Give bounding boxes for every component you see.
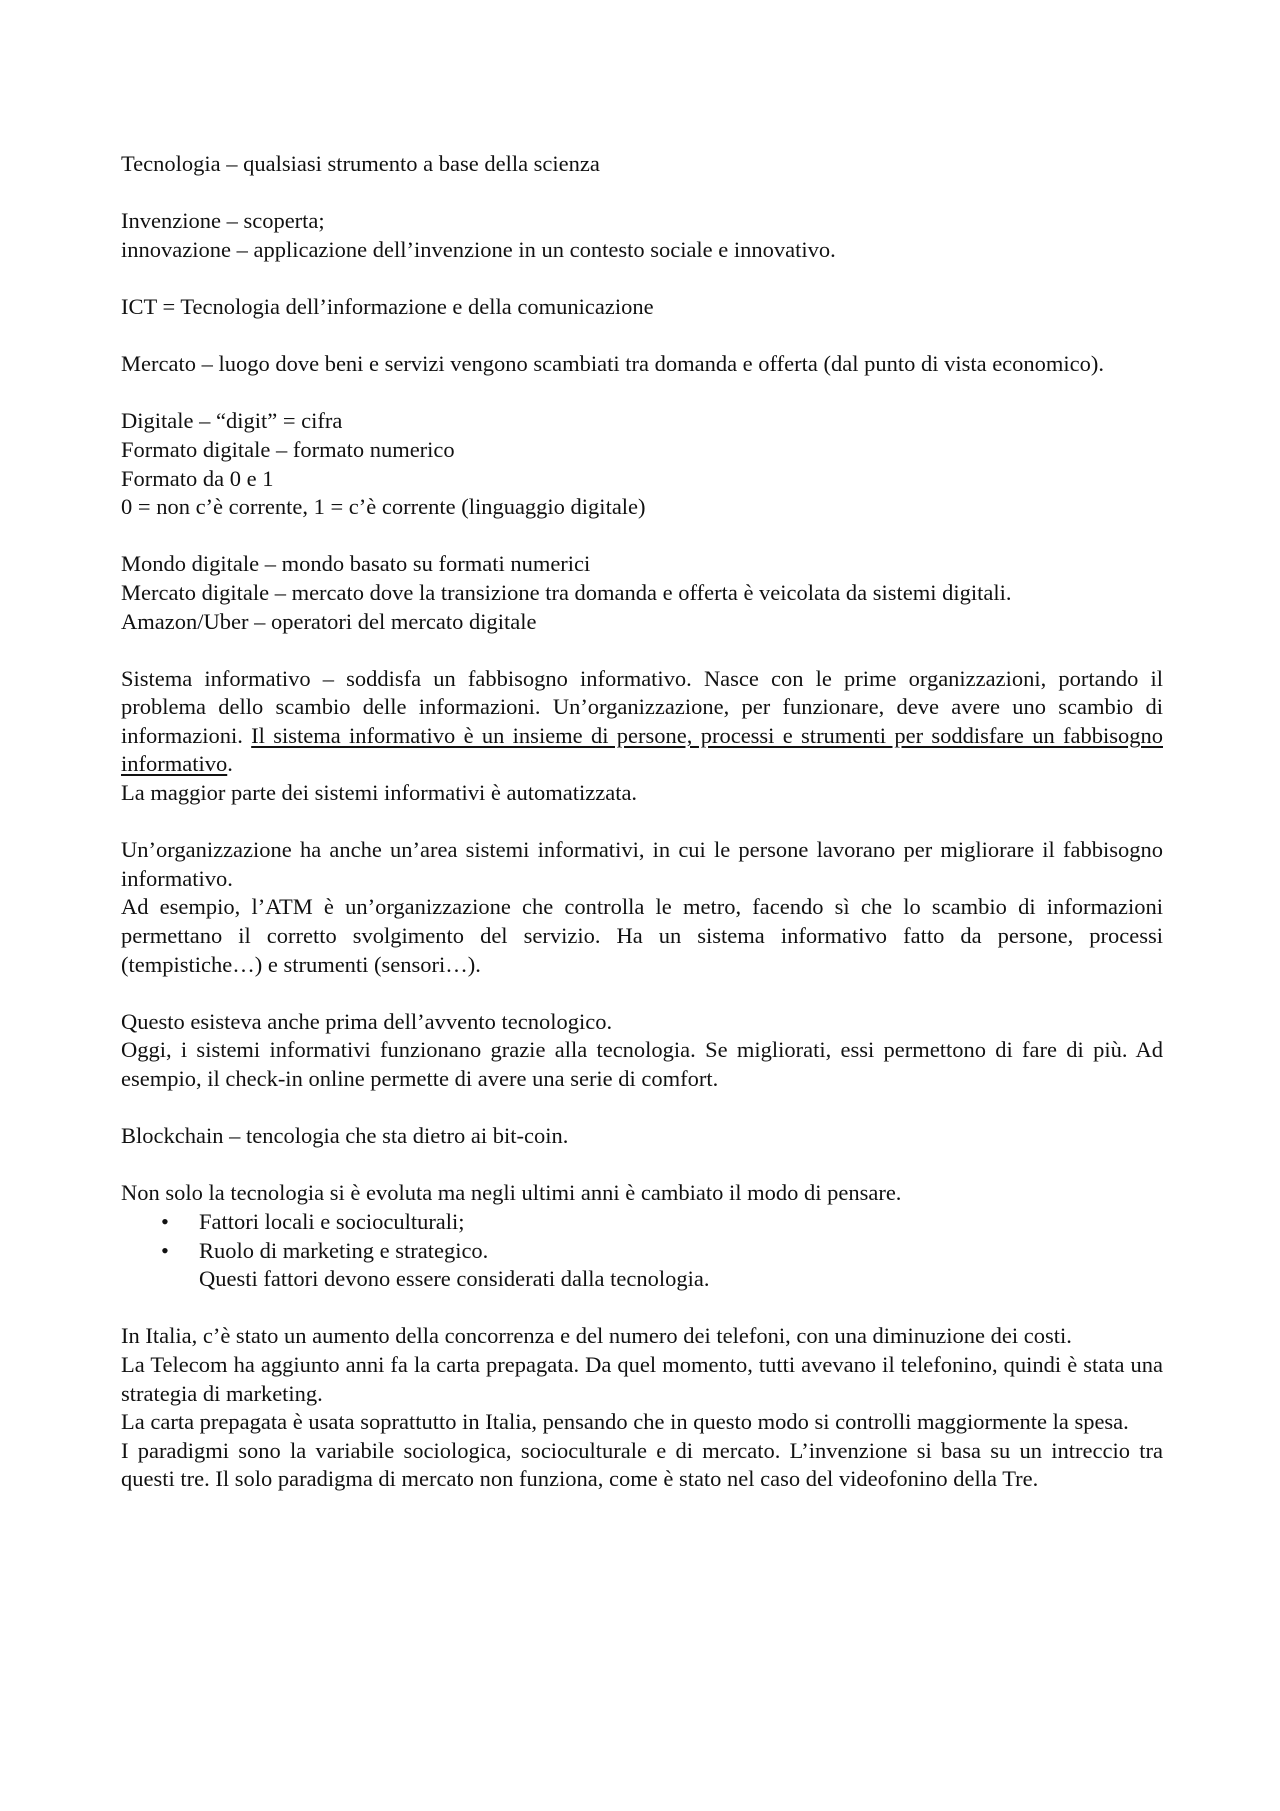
paragraph-gap [121, 636, 1163, 665]
paragraph-gap [121, 808, 1163, 837]
paragraph-gap [121, 322, 1163, 351]
list-item-text: Fattori locali e socioculturali; [199, 1208, 465, 1234]
line-mondo-digitale: Mondo digitale – mondo basato su formati numerici [121, 551, 591, 577]
bullet-icon: • [161, 1208, 169, 1234]
paragraph-gap [121, 264, 1163, 293]
sistema-informativo-end: . [227, 751, 233, 777]
paragraph-gap [121, 1294, 1163, 1323]
line-invenzione: Invenzione – scoperta; [121, 208, 325, 234]
list-item-text: Ruolo di marketing e strategico. [199, 1237, 489, 1263]
paragraph-gap [121, 179, 1163, 208]
line-innovazione: innovazione – applicazione dell’invenzione in un contesto sociale e innovativo. [121, 236, 836, 262]
paragraph-tecnologia: Tecnologia – qualsiasi strumento a base della scienza [121, 151, 600, 176]
paragraph-atm: Ad esempio, l’ATM è un’organizzazione che controlla le metro, facendo sì che lo scambio di informazioni permettano il corretto svolgimento del servizio. Ha un sistema informativo fatto da persone, processi (tempistiche…) e strumenti (sensori…). [121, 894, 1163, 977]
paragraph-blockchain: Blockchain – tencologia che sta dietro ai bit-coin. [121, 1123, 569, 1149]
paragraph-italia: In Italia, c’è stato un aumento della concorrenza e del numero dei telefoni, con una diminuzione dei costi. [121, 1323, 1072, 1349]
line-digitale: Digitale – “digit” = cifra [121, 408, 343, 434]
paragraph-paradigmi: I paradigmi sono la variabile sociologica, socioculturale e di mercato. L’invenzione si basa su un intreccio tra questi tre. Il solo paradigma di mercato non funziona, come è stato nel caso del videofonino della Tre. [121, 1437, 1163, 1492]
document-body [121, 150, 1163, 1494]
line-corrente: 0 = non c’è corrente, 1 = c’è corrente (linguaggio digitale) [121, 494, 646, 520]
line-formato-0-1: Formato da 0 e 1 [121, 465, 274, 491]
paragraph-sistema-informativo [121, 665, 1163, 779]
line-amazon-uber: Amazon/Uber – operatori del mercato digitale [121, 608, 537, 634]
paragraph-gap [121, 1151, 1163, 1180]
line-avvento-tecnologico: Questo esisteva anche prima dell’avvento tecnologico. [121, 1008, 613, 1034]
paragraph-telecom: La Telecom ha aggiunto anni fa la carta prepagata. Da quel momento, tutti avevano il telefonino, quindi è stata una strategia di marketing. [121, 1351, 1163, 1406]
bullet-list [121, 1208, 1163, 1265]
bullet-icon: • [161, 1237, 169, 1263]
bullet-note: Questi fattori devono essere considerati dalla tecnologia. [199, 1266, 710, 1292]
paragraph-gap [121, 379, 1163, 408]
paragraph-mercato: Mercato – luogo dove beni e servizi vengono scambiati tra domanda e offerta (dal punto di vista economico). [121, 351, 1105, 377]
paragraph-organizzazione: Un’organizzazione ha anche un’area sistemi informativi, in cui le persone lavorano per migliorare il fabbisogno informativo. [121, 837, 1163, 891]
paragraph-gap [121, 522, 1163, 551]
paragraph-carta-prepagata: La carta prepagata è usata soprattutto in Italia, pensando che in questo modo si controlli maggiormente la spesa. [121, 1409, 1129, 1435]
paragraph-ict: ICT = Tecnologia dell’informazione e della comunicazione [121, 293, 654, 319]
line-mercato-digitale: Mercato digitale – mercato dove la transizione tra domanda e offerta è veicolata da sistemi digitali. [121, 579, 1012, 605]
line-formato-digitale: Formato digitale – formato numerico [121, 436, 455, 462]
paragraph-oggi: Oggi, i sistemi informativi funzionano grazie alla tecnologia. Se migliorati, essi permettono di fare di più. Ad esempio, il check-in online permette di avere una serie di comfort. [121, 1037, 1163, 1091]
sistema-informativo-text: Sistema informativo – soddisfa un fabbisogno informativo. Nasce con le prime organizzazioni, portando il problema dello scambio delle informazioni. Un’organizzazione, per funzionare, deve avere uno scambio di informazioni. [121, 665, 1163, 748]
paragraph-gap [121, 1094, 1163, 1123]
line-automatizzata: La maggior parte dei sistemi informativi è automatizzata. [121, 780, 638, 806]
list-item [121, 1237, 1163, 1266]
list-item [121, 1208, 1163, 1237]
paragraph-non-solo: Non solo la tecnologia si è evoluta ma negli ultimi anni è cambiato il modo di pensare. [121, 1180, 902, 1206]
paragraph-gap [121, 979, 1163, 1008]
underlined-definition: Il sistema informativo è un insieme di persone, processi e strumenti per soddisfare un fabbisogno informativo [121, 722, 1163, 777]
